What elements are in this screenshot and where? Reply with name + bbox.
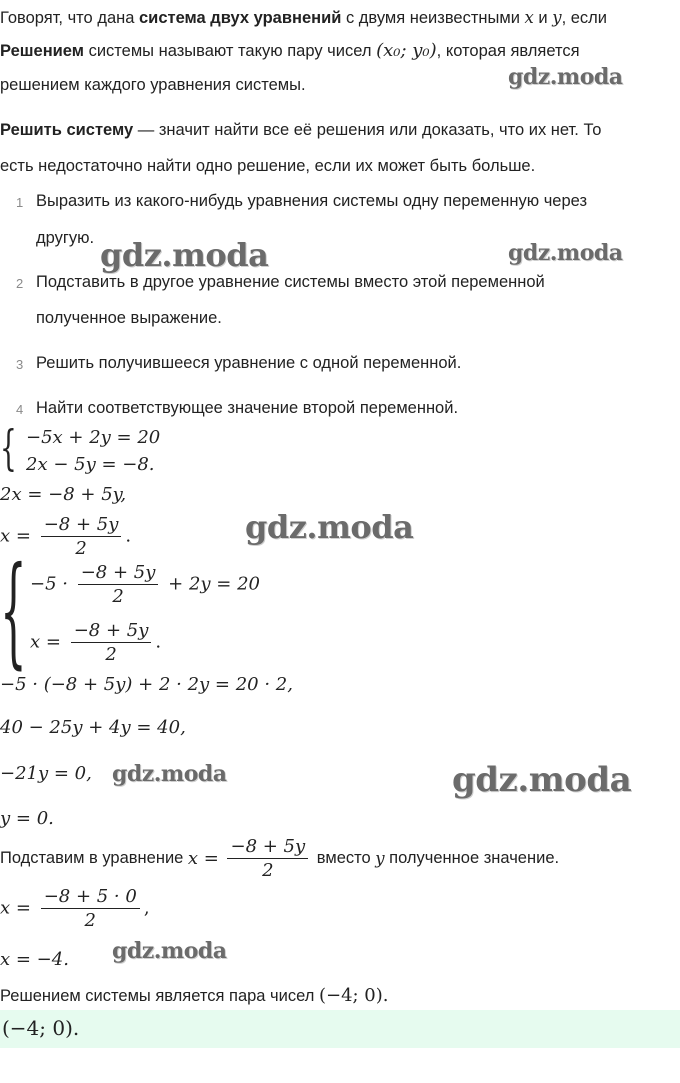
fraction (78, 562, 159, 607)
solve-line-2: есть недостаточно найти одно решение, если их может быть больше. (0, 157, 536, 175)
equation-fraction (0, 886, 150, 931)
bold-term: Решением (0, 42, 84, 60)
pair-expression: (x₀; y₀) (376, 40, 437, 61)
text: −5 · (30, 573, 68, 595)
text: + 2y = 20 (168, 573, 260, 595)
text: Говорят, что дана (0, 9, 139, 27)
fraction (41, 514, 122, 559)
var-y: y (375, 849, 385, 868)
fraction (227, 836, 308, 881)
text: Решением системы является пара чисел (0, 987, 319, 1005)
text: системы называют такую пару чисел (83, 42, 377, 60)
step-text: Подставить в другое уравнение системы вместо этой переменной (36, 273, 545, 291)
intro-line-1 (0, 8, 607, 28)
equation: −5x + 2y = 20 (26, 427, 161, 448)
var-x: x (524, 8, 534, 27)
intro-line-3: решением каждого уравнения системы. (0, 76, 306, 94)
var-y: y (552, 8, 562, 27)
numerator: −8 + 5y (227, 836, 308, 859)
substitution-line (0, 836, 559, 881)
numerator: −8 + 5 · 0 (41, 886, 140, 909)
step-text: Решить получившееся уравнение с одной переменной. (36, 354, 462, 372)
denominator: 2 (262, 860, 274, 881)
numerator: −8 + 5y (41, 514, 122, 537)
watermark-logo: gdz.moda (100, 236, 269, 274)
lhs: x = (30, 631, 61, 653)
punct: , (143, 897, 150, 919)
numerator: −8 + 5y (78, 562, 159, 585)
step-number: 1 (16, 195, 24, 210)
intro-line-2 (0, 40, 580, 61)
watermark-logo: gdz.moda (508, 240, 623, 266)
denominator: 2 (75, 538, 87, 559)
equation-fraction (30, 620, 161, 665)
result-line (0, 985, 389, 1006)
watermark-logo: gdz.moda (245, 508, 414, 546)
fraction (71, 620, 152, 665)
text: и (533, 9, 553, 27)
step-text: полученное выражение. (36, 309, 222, 327)
text: — значит найти все её решения или доказать, что их нет. То (133, 121, 602, 139)
bold-term: Решить систему (0, 121, 134, 139)
equation: 40 − 25y + 4y = 40, (0, 717, 186, 738)
punct: . (125, 525, 132, 547)
text: полученное значение. (384, 849, 560, 867)
text: вместо (316, 849, 376, 867)
bold-term: система двух уравнений (139, 9, 342, 27)
answer-text: (−4; 0). (2, 1016, 80, 1040)
left-brace: { (0, 542, 27, 681)
step-text: Выразить из какого-нибудь уравнения системы одну переменную через (36, 192, 588, 210)
equation: x = −4. (0, 949, 69, 970)
watermark-logo: gdz.moda (452, 760, 632, 800)
step-number: 3 (16, 357, 24, 372)
equation: −5 · (−8 + 5y) + 2 · 2y = 20 · 2, (0, 674, 293, 695)
denominator: 2 (84, 910, 96, 931)
lhs: x = (187, 848, 219, 869)
equation: 2x = −8 + 5y, (0, 484, 127, 505)
step-number: 4 (16, 402, 24, 417)
left-brace: { (0, 420, 17, 476)
lhs: x = (0, 525, 31, 547)
watermark-logo: gdz.moda (508, 64, 623, 90)
denominator: 2 (105, 644, 117, 665)
watermark-logo: gdz.moda (112, 761, 227, 787)
solve-line-1 (0, 121, 601, 140)
lhs: x = (0, 897, 31, 919)
step-text: Найти соответствующее значение второй переменной. (36, 399, 459, 417)
equation: 2x − 5y = −8. (26, 454, 155, 475)
text: с двумя неизвестными (341, 9, 525, 27)
text: , если (561, 9, 608, 27)
fraction (41, 886, 140, 931)
punct: . (155, 631, 162, 653)
step-text: другую. (36, 229, 95, 247)
equation: −21y = 0, (0, 763, 92, 784)
answer-box (0, 1010, 680, 1048)
watermark-logo: gdz.moda (112, 938, 227, 964)
equation-fraction (30, 562, 260, 607)
equation: y = 0. (0, 808, 54, 829)
pair-expression: (−4; 0). (318, 985, 389, 1006)
text: , которая является (436, 42, 580, 60)
denominator: 2 (112, 586, 124, 607)
step-number: 2 (16, 276, 24, 291)
numerator: −8 + 5y (71, 620, 152, 643)
text: Подставим в уравнение (0, 849, 188, 867)
